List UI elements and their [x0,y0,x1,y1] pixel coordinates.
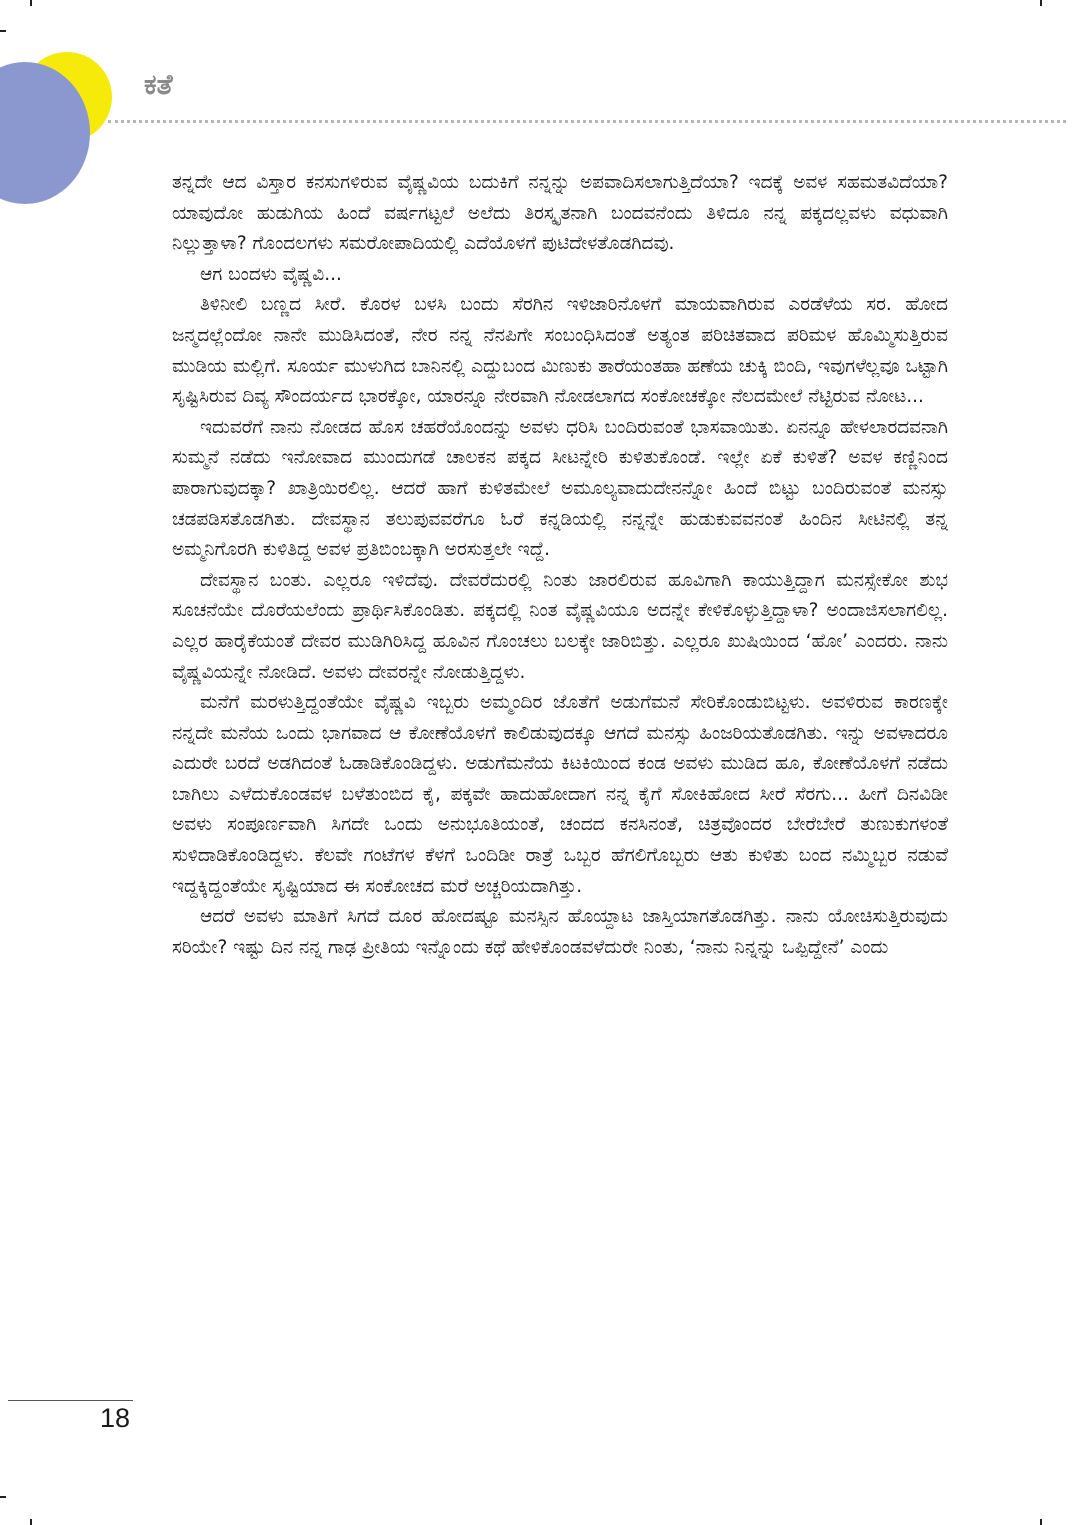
header-dotted-rule [108,120,1066,123]
crop-mark-left-lower [0,1496,6,1498]
paragraph-1: ತನ್ನದೇ ಆದ ವಿಸ್ತಾರ ಕನಸುಗಳಿರುವ ವೈಷ್ಣವಿಯ ಬದುಕಿಗೆ ನನ್ನನ್ನು ಅಪವಾದಿಸಲಾಗುತ್ತಿದೆಯಾ? ಇದಕ್ಕೆ ಅವಳ ಸಹಮತವಿದೆಯಾ? ಯಾವುದೋ ಹುಡುಗಿಯ ಹಿಂದೆ ವರ್ಷಗಟ್ಟಲೆ ಅಲೆದು ತಿರಸ್ಕೃತನಾಗಿ ಬಂದವನೆಂದು ತಿಳಿದೂ ನನ್ನ ಪಕ್ಕದಲ್ಲವಳು ವಧುವಾಗಿ ನಿಲ್ಲುತ್ತಾಳಾ? ಗೊಂದಲಗಳು ಸಮರೋಪಾದಿಯಲ್ಲಿ ಎದೆಯೊಳಗೆ ಪುಟಿದೇಳತೊಡಗಿದವು. [172,172,948,255]
crop-mark-top-left [30,0,32,6]
crop-mark-bottom-left [30,1519,32,1525]
page-number: 18 [100,1403,131,1433]
crop-mark-top-right [1040,0,1042,6]
paragraph-5: ದೇವಸ್ಥಾನ ಬಂತು. ಎಲ್ಲರೂ ಇಳಿದೆವು. ದೇವರೆದುರಲ್ಲಿ ನಿಂತು ಜಾರಲಿರುವ ಹೂವಿಗಾಗಿ ಕಾಯುತ್ತಿದ್ದಾಗ ಮನಸ್ಸೇಕೋ ಶುಭ ಸೂಚನೆಯೇ ದೊರೆಯಲೆಂದು ಪ್ರಾರ್ಥಿಸಿಕೊಂಡಿತು. ಪಕ್ಕದಲ್ಲಿ ನಿಂತ ವೈಷ್ಣವಿಯೂ ಅದನ್ನೇ ಕೇಳಿಕೊಳ್ಳುತ್ತಿದ್ದಾಳಾ? ಅಂದಾಜಿಸಲಾಗಲಿಲ್ಲ. ಎಲ್ಲರ ಹಾರೈಕೆಯಂತೆ ದೇವರ ಮುಡಿಗಿರಿಸಿದ್ದ ಹೂವಿನ ಗೊಂಚಲು ಬಲಕ್ಕೇ ಜಾರಿಬಿತ್ತು. ಎಲ್ಲರೂ ಖುಷಿಯಿಂದ ‘ಹೋ’ ಎಂದರು. ನಾನು ವೈಷ್ಣವಿಯನ್ನೇ ನೋಡಿದೆ. ಅವಳು ದೇವರನ್ನೇ ನೋಡುತ್ತಿದ್ದಳು. [172,569,948,683]
section-title: ಕತೆ [144,68,173,101]
crop-mark-bottom-right [1040,1519,1042,1525]
paragraph-6: ಮನೆಗೆ ಮರಳುತ್ತಿದ್ದಂತೆಯೇ ವೈಷ್ಣವಿ ಇಬ್ಬರು ಅಮ್ಮಂದಿರ ಜೊತೆಗೆ ಅಡುಗೆಮನೆ ಸೇರಿಕೊಂಡುಬಿಟ್ಟಳು. ಅವಳಿರುವ ಕಾರಣಕ್ಕೇ ನನ್ನದೇ ಮನೆಯ ಒಂದು ಭಾಗವಾದ ಆ ಕೋಣೆಯೊಳಗೆ ಕಾಲಿಡುವುದಕ್ಕೂ ಆಗದೆ ಮನಸ್ಸು ಹಿಂಜರಿಯತೊಡಗಿತು. ಇನ್ನು ಅವಳಾದರೂ ಎದುರೇ ಬರದೆ ಅಡಗಿದಂತೆ ಓಡಾಡಿಕೊಂಡಿದ್ದಳು. ಅಡುಗೆಮನೆಯ ಕಿಟಕಿಯಿಂದ ಕಂಡ ಅವಳು ಮುಡಿದ ಹೂ, ಕೋಣೆಯೊಳಗೆ ನಡೆದು ಬಾಗಿಲು ಎಳೆದುಕೊಂಡವಳ ಬಳೆತುಂಬಿದ ಕೈ, ಪಕ್ಕವೇ ಹಾದುಹೋದಾಗ ನನ್ನ ಕೈಗೆ ಸೋಕಿಹೋದ ಸೀರೆ ಸೆರಗು... ಹೀಗೆ ದಿನವಿಡೀ ಅವಳು ಸಂಪೂರ್ಣವಾಗಿ ಸಿಗದೇ ಒಂದು ಅನುಭೂತಿಯಂತೆ, ಚಂದದ ಕನಸಿನಂತೆ, ಚಿತ್ರವೊಂದರ ಬೇರೆಬೇರೆ ತುಣುಕುಗಳಂತೆ ಸುಳಿದಾಡಿಕೊಂಡಿದ್ದಳು. ಕೆಲವೇ ಗಂಟೆಗಳ ಕೆಳಗೆ ಒಂದಿಡೀ ರಾತ್ರೆ ಒಬ್ಬರ ಹೆಗಲಿಗೊಬ್ಬರು ಆತು ಕುಳಿತು ಬಂದ ನಮ್ಮಿಬ್ಬರ ನಡುವೆ ಇದ್ದಕ್ಕಿದ್ದಂತೆಯೇ ಸೃಷ್ಟಿಯಾದ ಈ ಸಂಕೋಚದ ಮರೆ ಅಚ್ಚರಿಯದಾಗಿತ್ತು. [172,692,948,897]
story-body [172,168,948,963]
paragraph-7: ಆದರೆ ಅವಳು ಮಾತಿಗೆ ಸಿಗದೆ ದೂರ ಹೋದಷ್ಟೂ ಮನಸ್ಸಿನ ಹೊಯ್ದಾಟ ಜಾಸ್ತಿಯಾಗತೊಡಗಿತ್ತು. ನಾನು ಯೋಚಿಸುತ್ತಿರುವುದು ಸರಿಯೇ? ಇಷ್ಟು ದಿನ ನನ್ನ ಗಾಢ ಪ್ರೀತಿಯ ಇನ್ನೊಂದು ಕಥೆ ಹೇಳಿಕೊಂಡವಳೆದುರೇ ನಿಂತು, ‘ನಾನು ನಿನ್ನನ್ನು ಒಪ್ಪಿದ್ದೇನೆ’ ಎಂದು [172,906,948,958]
footer-rule [8,1400,133,1401]
crop-mark-left-upper [0,30,6,32]
paragraph-3: ತಿಳಿನೀಲಿ ಬಣ್ಣದ ಸೀರೆ. ಕೊರಳ ಬಳಸಿ ಬಂದು ಸೆರಗಿನ ಇಳಿಜಾರಿನೊಳಗೆ ಮಾಯವಾಗಿರುವ ಎರಡೆಳೆಯ ಸರ. ಹೋದ ಜನ್ಮದಲ್ಲೆಂದೋ ನಾನೇ ಮುಡಿಸಿದಂತೆ, ನೇರ ನನ್ನ ನೆನಪಿಗೇ ಸಂಬಂಧಿಸಿದಂತೆ ಅತ್ಯಂತ ಪರಿಚಿತವಾದ ಪರಿಮಳ ಹೊಮ್ಮಿಸುತ್ತಿರುವ ಮುಡಿಯ ಮಲ್ಲಿಗೆ. ಸೂರ್ಯ ಮುಳುಗಿದ ಬಾನಿನಲ್ಲಿ ಎದ್ದುಬಂದ ಮಿಣುಕು ತಾರೆಯಂತಹಾ ಹಣೆಯ ಚುಕ್ಕಿ ಬಿಂದಿ, ಇವುಗಳೆಲ್ಲವೂ ಒಟ್ಟಾಗಿ ಸೃಷ್ಟಿಸಿರುವ ದಿವ್ಯ ಸೌಂದರ್ಯದ ಭಾರಕ್ಕೋ, ಯಾರನ್ನೂ ನೇರವಾಗಿ ನೋಡಲಾಗದ ಸಂಕೋಚಕ್ಕೋ ನೆಲದಮೇಲೆ ನೆಟ್ಟಿರುವ ನೋಟ... [172,294,948,408]
paragraph-2: ಆಗ ಬಂದಳು ವೈಷ್ಣವಿ... [200,263,342,285]
paragraph-4: ಇದುವರೆಗೆ ನಾನು ನೋಡದ ಹೊಸ ಚಹರೆಯೊಂದನ್ನು ಅವಳು ಧರಿಸಿ ಬಂದಿರುವಂತೆ ಭಾಸವಾಯಿತು. ಏನನ್ನೂ ಹೇಳಲಾರದವನಾಗಿ ಸುಮ್ಮನೆ ನಡೆದು ಇನೋವಾದ ಮುಂದುಗಡೆ ಚಾಲಕನ ಪಕ್ಕದ ಸೀಟನ್ನೇರಿ ಕುಳಿತುಕೊಂಡೆ. ಇಲ್ಲೇ ಏಕೆ ಕುಳಿತೆ? ಅವಳ ಕಣ್ಣಿನಿಂದ ಪಾರಾಗುವುದಕ್ಕಾ? ಖಾತ್ರಿಯಿರಲಿಲ್ಲ. ಆದರೆ ಹಾಗೆ ಕುಳಿತಮೇಲೆ ಅಮೂಲ್ಯವಾದುದೇನನ್ನೋ ಹಿಂದೆ ಬಿಟ್ಟು ಬಂದಿರುವಂತೆ ಮನಸ್ಸು ಚಡಪಡಿಸತೊಡಗಿತು. ದೇವಸ್ಥಾನ ತಲುಪುವವರೆಗೂ ಓರೆ ಕನ್ನಡಿಯಲ್ಲಿ ನನ್ನನ್ನೇ ಹುಡುಕುವವನಂತೆ ಹಿಂದಿನ ಸೀಟಿನಲ್ಲಿ ತನ್ನ ಅಮ್ಮನಿಗೊರಗಿ ಕುಳಿತಿದ್ದ ಅವಳ ಪ್ರತಿಬಿಂಬಕ್ಕಾಗಿ ಅರಸುತ್ತಲೇ ಇದ್ದೆ. [172,416,948,561]
